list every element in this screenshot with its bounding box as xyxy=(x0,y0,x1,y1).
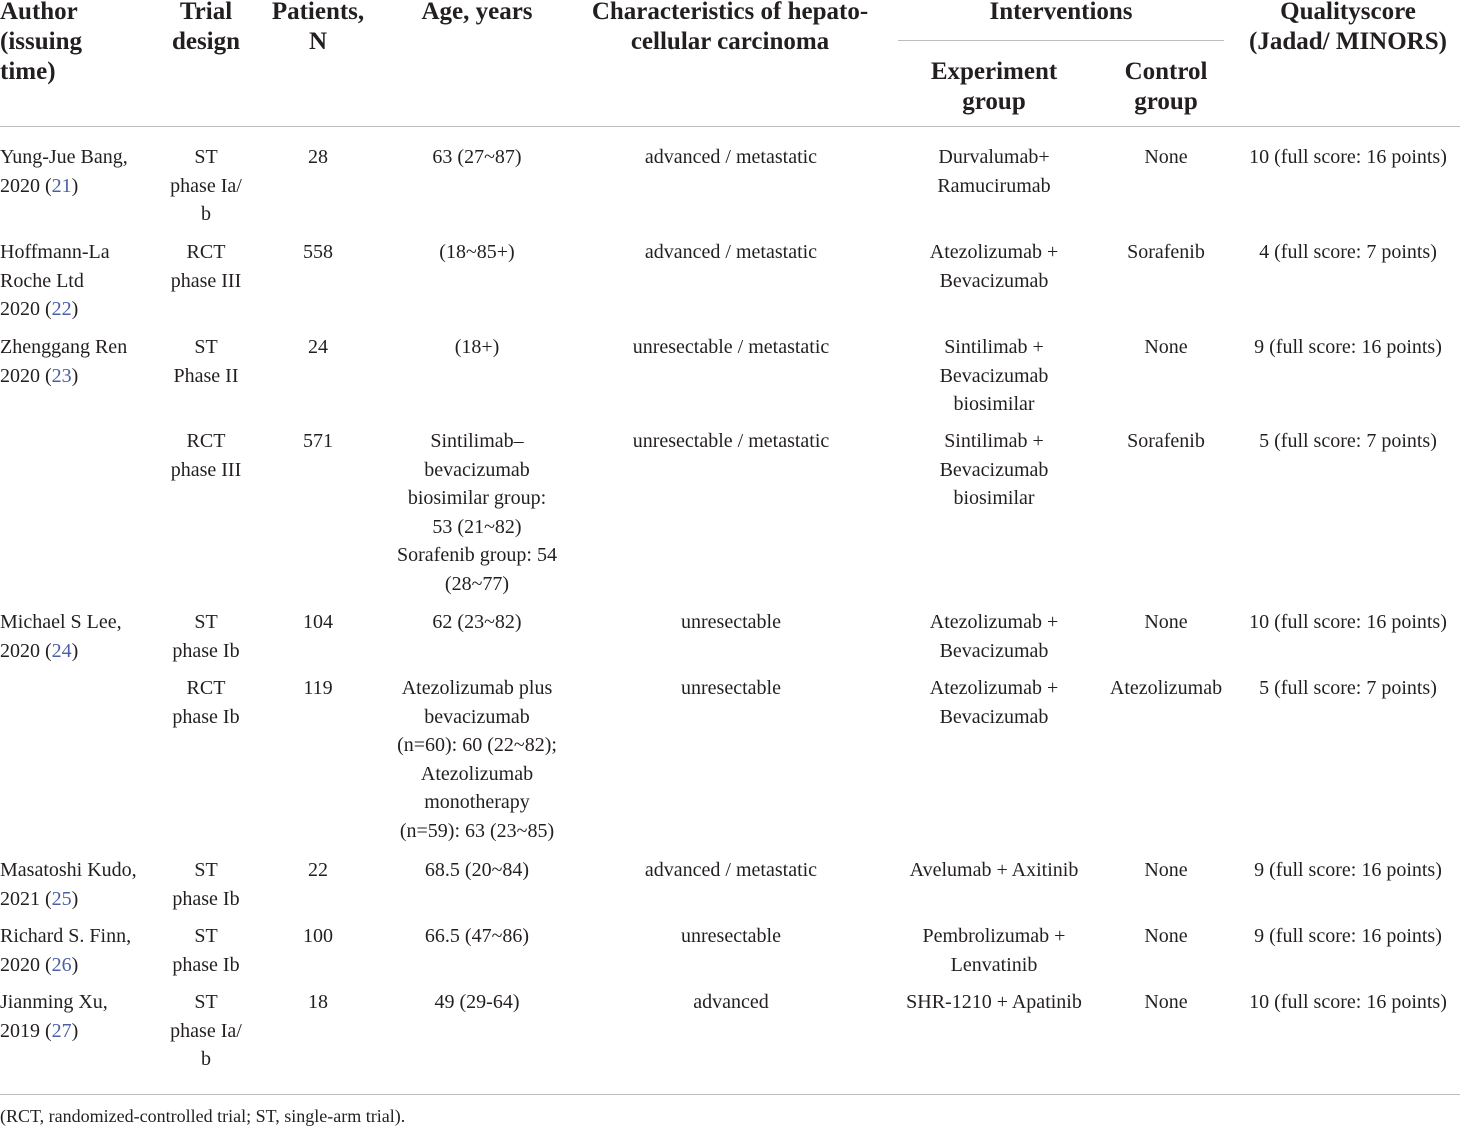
close-paren: ) xyxy=(71,953,79,976)
close-paren: ) xyxy=(71,298,79,321)
cell-age: Atezolizumab plus bevacizumab (n=60): 60 (22~82); Atezolizumab monotherapy (n=59): 63 (23~85) xyxy=(397,677,557,842)
cell-age: (18+) xyxy=(454,336,500,358)
header-bottom-rule xyxy=(0,126,1460,127)
cell-characteristics: advanced / metastatic xyxy=(644,241,818,263)
reference-link[interactable]: 23 xyxy=(51,364,72,387)
cell-age: Sintilimab– bevacizumab biosimilar group: 53 (21~82) Sorafenib group: 54 (28~77) xyxy=(397,430,557,595)
cell-control: Sorafenib xyxy=(1127,430,1205,452)
header-experiment-group: Experiment group xyxy=(930,58,1058,115)
cell-patients: 28 xyxy=(308,146,328,168)
table-footnote: (RCT, randomized-controlled trial; ST, single-arm trial). xyxy=(0,1106,406,1126)
header-author: Author (issuing time) xyxy=(0,0,82,85)
cell-author xyxy=(0,922,150,979)
author-text: Michael S Lee, 2020 ( xyxy=(0,611,122,662)
cell-experiment: Atezolizumab + Bevacizumab xyxy=(929,241,1059,292)
cell-design: ST phase Ib xyxy=(172,859,240,910)
cell-characteristics: unresectable xyxy=(681,677,781,699)
close-paren: ) xyxy=(71,887,79,910)
cell-patients: 558 xyxy=(303,241,333,263)
cell-design: ST phase Ia/ b xyxy=(170,146,242,226)
close-paren: ) xyxy=(71,1019,79,1042)
cell-patients: 119 xyxy=(303,677,333,699)
cell-quality: 5 (full score: 7 points) xyxy=(1259,430,1437,452)
author-text: Zhenggang Ren 2020 ( xyxy=(0,336,128,387)
cell-characteristics: unresectable xyxy=(681,925,781,947)
cell-quality: 10 (full score: 16 points) xyxy=(1249,146,1447,168)
cell-characteristics: unresectable / metastatic xyxy=(632,430,830,452)
cell-patients: 22 xyxy=(308,859,328,881)
cell-patients: 104 xyxy=(303,611,333,633)
cell-author xyxy=(0,143,150,200)
table-bottom-rule xyxy=(0,1094,1460,1095)
cell-design: RCT phase III xyxy=(170,241,242,292)
cell-control: Sorafenib xyxy=(1127,241,1205,263)
cell-control: None xyxy=(1144,925,1188,947)
close-paren: ) xyxy=(71,174,79,197)
header-patients: Patients, N xyxy=(271,0,365,55)
cell-control: None xyxy=(1144,146,1188,168)
cell-quality: 10 (full score: 16 points) xyxy=(1249,611,1447,633)
cell-quality: 5 (full score: 7 points) xyxy=(1259,677,1437,699)
cell-experiment: Pembrolizumab + Lenvatinib xyxy=(922,925,1066,976)
cell-design: RCT phase III xyxy=(170,430,242,481)
reference-link[interactable]: 21 xyxy=(51,174,72,197)
cell-characteristics: advanced xyxy=(693,991,769,1013)
close-paren: ) xyxy=(71,364,79,387)
interventions-divider xyxy=(898,40,1224,41)
cell-author xyxy=(0,608,150,665)
author-text: Richard S. Finn, 2020 ( xyxy=(0,925,132,976)
cell-control: None xyxy=(1144,336,1188,358)
author-text: Hoffmann-La Roche Ltd 2020 ( xyxy=(0,241,110,321)
reference-link[interactable]: 26 xyxy=(51,953,72,976)
cell-characteristics: advanced / metastatic xyxy=(644,859,818,881)
cell-age: (18~85+) xyxy=(439,241,515,263)
cell-control: None xyxy=(1144,859,1188,881)
cell-characteristics: advanced / metastatic xyxy=(644,146,818,168)
header-quality-score: Qualityscore (Jadad/ MINORS) xyxy=(1249,0,1447,55)
cell-experiment: Atezolizumab + Bevacizumab xyxy=(929,611,1059,662)
reference-link[interactable]: 24 xyxy=(51,639,72,662)
cell-control: None xyxy=(1144,991,1188,1013)
cell-age: 49 (29-64) xyxy=(434,991,520,1013)
cell-design: ST Phase II xyxy=(173,336,239,387)
cell-quality: 9 (full score: 16 points) xyxy=(1254,925,1442,947)
cell-design: ST phase Ib xyxy=(172,925,240,976)
cell-patients: 571 xyxy=(303,430,333,452)
cell-experiment: Avelumab + Axitinib xyxy=(909,859,1079,881)
header-characteristics: Characteristics of hepato- cellular carcinoma xyxy=(591,0,869,55)
author-text: Yung-Jue Bang, 2020 ( xyxy=(0,146,128,197)
cell-age: 63 (27~87) xyxy=(432,146,522,168)
cell-patients: 100 xyxy=(303,925,333,947)
cell-age: 62 (23~82) xyxy=(432,611,522,633)
cell-patients: 24 xyxy=(308,336,328,358)
cell-experiment: Atezolizumab + Bevacizumab xyxy=(929,677,1059,728)
author-text: Jianming Xu, 2019 ( xyxy=(0,991,108,1042)
reference-link[interactable]: 27 xyxy=(51,1019,72,1042)
cell-author xyxy=(0,988,150,1045)
close-paren: ) xyxy=(71,639,79,662)
reference-link[interactable]: 25 xyxy=(51,887,72,910)
header-interventions: Interventions xyxy=(989,0,1133,25)
cell-characteristics: unresectable / metastatic xyxy=(632,336,830,358)
cell-design: ST phase Ib xyxy=(172,611,240,662)
cell-characteristics: unresectable xyxy=(681,611,781,633)
cell-quality: 4 (full score: 7 points) xyxy=(1259,241,1437,263)
cell-experiment: Sintilimab + Bevacizumab biosimilar xyxy=(939,430,1049,510)
cell-author xyxy=(0,333,150,390)
cell-quality: 9 (full score: 16 points) xyxy=(1254,859,1442,881)
cell-patients: 18 xyxy=(308,991,328,1013)
cell-experiment: Durvalumab+ Ramucirumab xyxy=(937,146,1051,197)
cell-experiment: SHR-1210 + Apatinib xyxy=(906,991,1082,1013)
cell-experiment: Sintilimab + Bevacizumab biosimilar xyxy=(939,336,1049,416)
cell-quality: 9 (full score: 16 points) xyxy=(1254,336,1442,358)
cell-author xyxy=(0,856,150,913)
header-trial-design: Trial design xyxy=(171,0,241,55)
cell-age: 68.5 (20~84) xyxy=(424,859,530,881)
cell-control: None xyxy=(1144,611,1188,633)
cell-control: Atezolizumab xyxy=(1109,677,1223,699)
cell-author xyxy=(0,238,150,324)
author-text: Masatoshi Kudo, 2021 ( xyxy=(0,859,137,910)
cell-design: ST phase Ia/ b xyxy=(170,991,242,1071)
cell-quality: 10 (full score: 16 points) xyxy=(1249,991,1447,1013)
cell-design: RCT phase Ib xyxy=(172,677,240,728)
header-age: Age, years xyxy=(421,0,533,25)
header-control-group: Control group xyxy=(1124,58,1208,115)
reference-link[interactable]: 22 xyxy=(51,298,72,321)
cell-age: 66.5 (47~86) xyxy=(424,925,530,947)
